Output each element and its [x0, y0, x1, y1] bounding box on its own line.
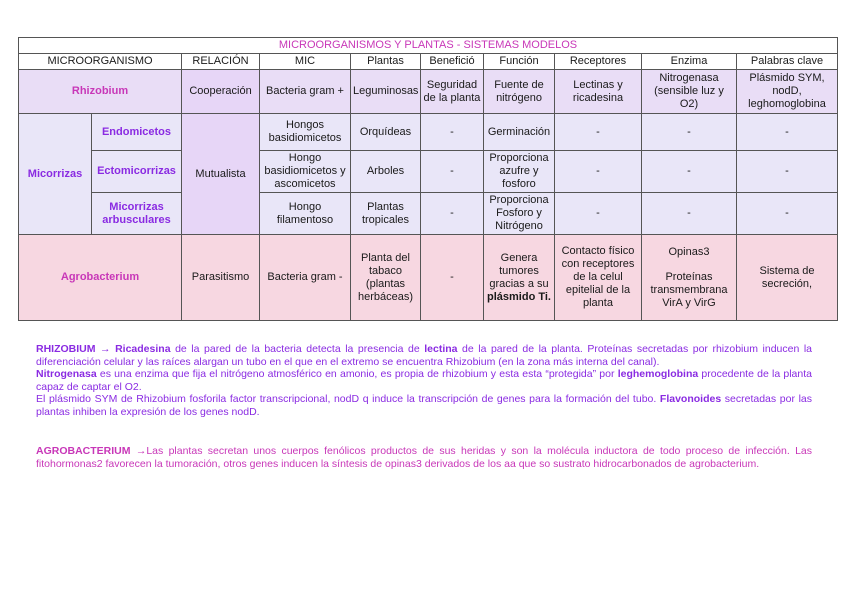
- agrobacterium-palabras: Sistema de secreción,: [737, 235, 838, 321]
- agrobacterium-name: Agrobacterium: [60, 271, 140, 283]
- header-receptores: Receptores: [555, 54, 642, 70]
- micorriza-enzima: -: [642, 114, 737, 151]
- note-label: RHIZOBIUM: [36, 343, 96, 355]
- header-mic: MIC: [260, 54, 351, 70]
- micorriza-palabras: -: [737, 193, 838, 235]
- micorrizas-name: Micorrizas: [27, 167, 83, 180]
- agrobacterium-funcion: [484, 235, 555, 321]
- enzima-proteinas: Proteínas transmembrana VirA y VirG: [650, 270, 728, 309]
- note-text: de la pared de la planta. Proteínas secretadas por rhizobium inducen la diferenciación celular y las raíces alargan un tubo en el que en el extremo se encuentra Rhizobium (en la zona más interna del canal).: [36, 343, 813, 368]
- table-row-arbusculares: [19, 193, 838, 235]
- agrobacterium-relacion: Parasitismo: [182, 235, 260, 321]
- table-row-agrobacterium: [19, 235, 838, 321]
- arrow-icon: →: [135, 445, 147, 457]
- micorriza-receptores: -: [555, 151, 642, 193]
- term: Ricadesina: [115, 343, 171, 355]
- header-enzima: Enzima: [642, 54, 737, 70]
- micorriza-tipo: Endomicetos: [101, 125, 172, 138]
- note-text: es una enzima que fija el nitrógeno atmosférico en amonio, es propia de rhizobium y esta esta “protegida” por: [96, 368, 618, 380]
- micorriza-beneficio: -: [421, 114, 484, 151]
- micorriza-plantas: Plantas tropicales: [351, 193, 421, 235]
- rhizobium-notes: [36, 343, 812, 418]
- micorrizas-relacion: Mutualista: [182, 114, 260, 235]
- rhizobium-plantas: Leguminosas: [351, 70, 421, 114]
- micorriza-palabras: -: [737, 114, 838, 151]
- micorriza-beneficio: -: [421, 193, 484, 235]
- rhizobium-funcion: Fuente de nitrógeno: [484, 70, 555, 114]
- header-plantas: Plantas: [351, 54, 421, 70]
- micorriza-tipo: Ectomicorrizas: [97, 165, 176, 177]
- note-text: secretadas por las plantas inhiben la expresión de los genes nodD.: [36, 393, 812, 418]
- rhizobium-name: Rhizobium: [71, 85, 129, 97]
- funcion-text: Genera tumores gracias a su: [489, 251, 549, 290]
- micorriza-mic: Hongos basidiomicetos: [260, 114, 351, 151]
- note-label: AGROBACTERIUM: [36, 445, 131, 457]
- agrobacterium-enzima: [642, 235, 737, 321]
- enzima-opinas: Opinas3: [668, 245, 710, 258]
- rhizobium-palabras: Plásmido SYM, nodD, leghomoglobina: [737, 70, 838, 114]
- note-text: de la pared de la bacteria detecta la presencia de: [170, 343, 425, 355]
- micorriza-mic: Hongo filamentoso: [260, 193, 351, 235]
- micorriza-receptores: -: [555, 193, 642, 235]
- agrobacterium-beneficio: -: [421, 235, 484, 321]
- micorriza-beneficio: -: [421, 151, 484, 193]
- agrobacterium-mic: Bacteria gram -: [260, 235, 351, 321]
- header-beneficio: Benefició: [421, 54, 484, 70]
- micorriza-plantas: Arboles: [351, 151, 421, 193]
- note-text: procedente de la planta capaz de captar el O2.: [36, 368, 812, 393]
- header-microorganismo: MICROORGANISMO: [19, 54, 182, 70]
- table-row-rhizobium: [19, 70, 838, 114]
- table-title: MICROORGANISMOS Y PLANTAS - SISTEMAS MODELOS: [19, 38, 838, 54]
- micorriza-funcion: Proporciona azufre y fosforo: [484, 151, 555, 193]
- micorriza-funcion: Germinación: [484, 114, 555, 151]
- header-funcion: Función: [484, 54, 555, 70]
- micorriza-enzima: -: [642, 193, 737, 235]
- models-table: [18, 37, 838, 321]
- funcion-bold: plásmido Ti.: [487, 290, 551, 303]
- term: lectina: [424, 343, 458, 355]
- agrobacterium-plantas: Planta del tabaco (plantas herbáceas): [351, 235, 421, 321]
- rhizobium-relacion: Cooperación: [182, 70, 260, 114]
- rhizobium-enzima: Nitrogenasa (sensible luz y O2): [642, 70, 737, 114]
- note-text: El plásmido SYM de Rhizobium fosforila factor transcripcional, nodD q induce la transcripción de genes para la formación del tubo.: [36, 393, 660, 405]
- table-row-ectomicorrizas: [19, 151, 838, 193]
- agrobacterium-notes: [36, 445, 812, 470]
- term: Flavonoides: [659, 393, 722, 405]
- header-relacion: RELACIÓN: [182, 54, 260, 70]
- rhizobium-receptores: Lectinas y ricadesina: [555, 70, 642, 114]
- micorriza-mic: Hongo basidiomicetos y ascomicetos: [260, 151, 351, 193]
- micorriza-tipo: Micorrizas arbusculares: [102, 200, 171, 226]
- micorriza-receptores: -: [555, 114, 642, 151]
- note-text: Las plantas secretan unos cuerpos fenólicos productos de sus heridas y son la molécula inductora de todo proceso de infección. Las fitohormonas2 favorecen la tumoración, otros genes inducen la síntesis de opinas3 derivados de los aa que so sustrato hidrocarbonados de agrobacterium.: [36, 445, 812, 470]
- term: leghemoglobina: [617, 368, 699, 380]
- micorriza-enzima: -: [642, 151, 737, 193]
- micorriza-plantas: Orquídeas: [351, 114, 421, 151]
- rhizobium-mic: Bacteria gram +: [260, 70, 351, 114]
- header-palabras-clave: Palabras clave: [737, 54, 838, 70]
- table-row-endomicetos: [19, 114, 838, 151]
- rhizobium-beneficio: Seguridad de la planta: [421, 70, 484, 114]
- arrow-icon: →: [100, 343, 111, 355]
- agrobacterium-receptores: Contacto físico con receptores de la celul epitelial de la planta: [555, 235, 642, 321]
- micorriza-palabras: -: [737, 151, 838, 193]
- micorriza-funcion: Proporciona Fosforo y Nitrógeno: [484, 193, 555, 235]
- term: Nitrogenasa: [36, 368, 97, 380]
